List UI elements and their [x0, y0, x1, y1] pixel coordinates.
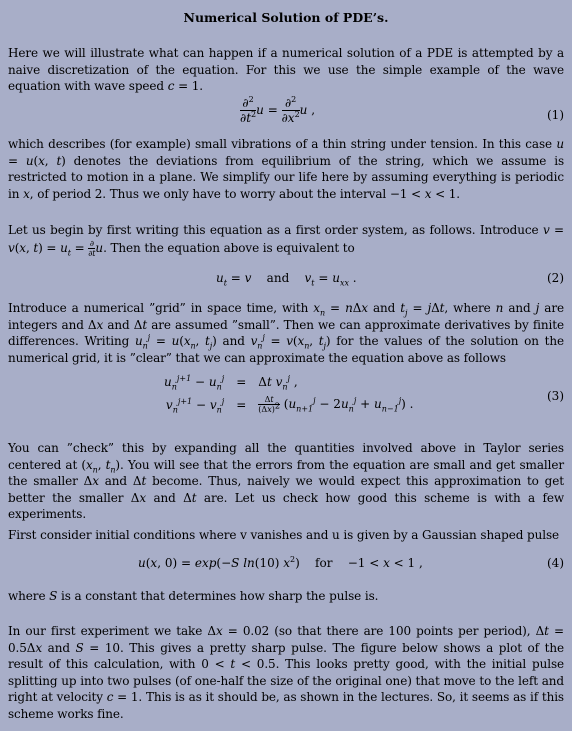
- paragraph-string: which describes (for example) small vibrations of a thin string under tension. In this case u = u(x, t) denotes the deviations from equilibrium of the string, which we assume is restricted to motion in a plane. We simplify our life here by assuming everything is periodic in x, of period 2. Thus we only have to worry about the interval −1 < x < 1.: [8, 137, 565, 201]
- equation-3: $u_n^{j+1} - u_n^j$ = Δt $v_n^j$ , $v_n^{j+1} - v_n^j$ = $\frac{\Delta t}{(\Delta x)^2}$ $(u_{n+1}^j - 2u_n^j + u_{n-1}^j)$ . (3): [164, 374, 564, 414]
- paragraph-constant-s: where S is a constant that determines how sharp the pulse is.: [8, 589, 379, 603]
- equation-1: $\frac{\partial^2}{\partial t^2}$ u = $\frac{\partial^2}{\partial x^2}$ u , (1): [240, 95, 564, 125]
- paragraph-grid: Introduce a numerical ”grid” in space time, with $x_n = n\Delta x$ and $t_j = j\Delta t$, where n and j are integers and Δx and Δt are assumed ”small”. Then we can approximate derivatives by finite differences. Writing $u_n^j = u(x_n$, $t_j$) and $v_n^j = v(x_n$, $t_j$) for the values of the solution on the numerical grid, it is ”clear” that we can approximate the equation above as follows: [8, 301, 564, 365]
- equation-2-number: (2): [547, 271, 564, 285]
- paragraph-check: You can ”check” this by expanding all the quantities involved above in Taylor series centered at ($x_n$, $t_n$). You will see that the errors from the equation are small and get smaller the smaller Δx and Δt become. Thus, naively we would expect this approximation to get better the smaller Δx and Δt are. Let us check how good this scheme is with a few experiments.: [8, 441, 564, 521]
- equation-4-number: (4): [547, 556, 564, 570]
- paragraph-intro: Here we will illustrate what can happen if a numerical solution of a PDE is attempted by a naive discretization of the equation. For this we use the simple example of the wave equation with wave speed c = 1.: [8, 46, 564, 93]
- equation-4: u(x, 0) = exp(−S ln(10) $x^2$) for −1 < x < 1 , (4): [138, 555, 564, 570]
- paragraph-first-order: Let us begin by first writing this equation as a first order system, as follows. Introduce v = v(x, $t) = u_t$ = ∂ ∂t u. Then the equation above is equivalent to: [8, 223, 564, 258]
- paragraph-experiment: In our first experiment we take Δx = 0.02 (so that there are 100 points per period), Δt = 0.5Δx and S = 10. This gives a pretty sharp pulse. The figure below shows a plot of the result of this calculation, with 0 < t < 0.5. This looks pretty good, with the initial pulse splitting up into two pulses (of one-half the size of the original one) that move to the left and right at velocity c = 1. This is as it should be, as shown in the lectures. So, it seems as if this scheme works fine.: [8, 624, 565, 721]
- equation-2: $u_t = v$ and $v_t = u_{xx}$ . (2): [216, 271, 564, 288]
- equation-1-number: (1): [547, 108, 564, 122]
- page-title: Numerical Solution of PDE’s.: [183, 10, 389, 25]
- paragraph-initial-conditions: First consider initial conditions where v vanishes and u is given by a Gaussian shaped pulse: [8, 528, 560, 542]
- equation-3-number: (3): [547, 389, 564, 403]
